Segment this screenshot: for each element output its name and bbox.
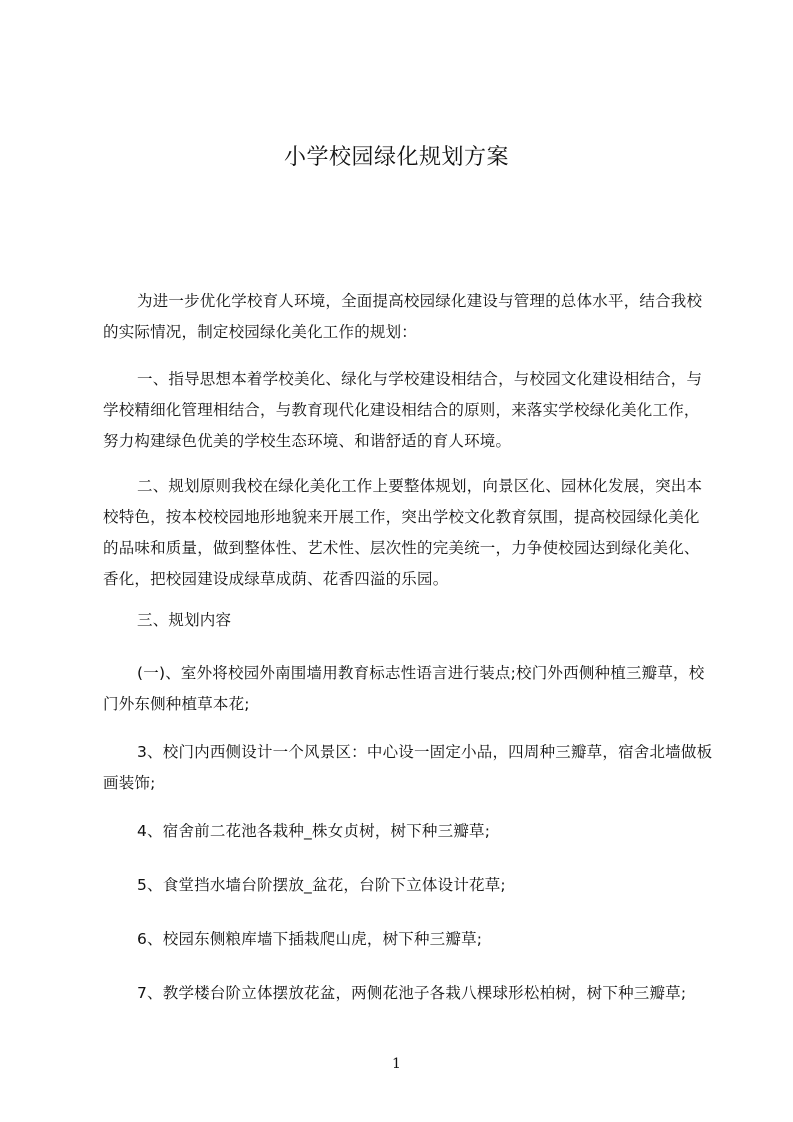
paragraph-planning-content-heading: 三、规划内容 xyxy=(137,611,232,629)
paragraph-item-outdoor: (一)、室外将校园外南围墙用教育标志性语言进行装点;校门外西侧种植三瓣草，校门外东侧种植草本花; xyxy=(103,664,705,713)
paragraph-guiding-ideology: 一、指导思想本着学校美化、绿化与学校建设相结合，与校园文化建设相结合，与学校精细化管理相结合，与教育现代化建设相结合的原则，来落实学校绿化美化工作，努力构建绿色优美的学校生态环境、和谐舒适的育人环境。 xyxy=(103,370,703,450)
paragraph-planning-principles: 二、规划原则我校在绿化美化工作上要整体规划，向景区化、园林化发展，突出本校特色，按本校校园地形地貌来开展工作，突出学校文化教育氛围，提高校园绿化美化的品味和质量，做到整体性、艺术性、层次性的完美统一，力争使校园达到绿化美化、香化，把校园建设成绿草成荫、花香四溢的乐园。 xyxy=(103,477,703,588)
page-number: 1 xyxy=(392,1056,401,1072)
paragraph-item-4: 4、宿舍前二花池各栽种_株女贞树，树下种三瓣草; xyxy=(137,822,491,840)
paragraph-intro: 为进一步优化学校育人环境，全面提高校园绿化建设与管理的总体水平，结合我校的实际情况，制定校园绿化美化工作的规划： xyxy=(103,292,703,341)
paragraph-item-6: 6、校园东侧粮库墙下插栽爬山虎，树下种三瓣草; xyxy=(137,930,483,948)
document-title: 小学校园绿化规划方案 xyxy=(283,145,509,170)
paragraph-item-7: 7、教学楼台阶立体摆放花盆，两侧花池子各栽八棵球形松柏树，树下种三瓣草; xyxy=(137,984,687,1002)
paragraph-item-3: 3、校门内西侧设计一个风景区：中心设一固定小品，四周种三瓣草，宿舍北墙做板画装饰; xyxy=(103,743,713,792)
paragraph-item-5: 5、食堂挡水墙台阶摆放_盆花，台阶下立体设计花草; xyxy=(137,876,506,894)
